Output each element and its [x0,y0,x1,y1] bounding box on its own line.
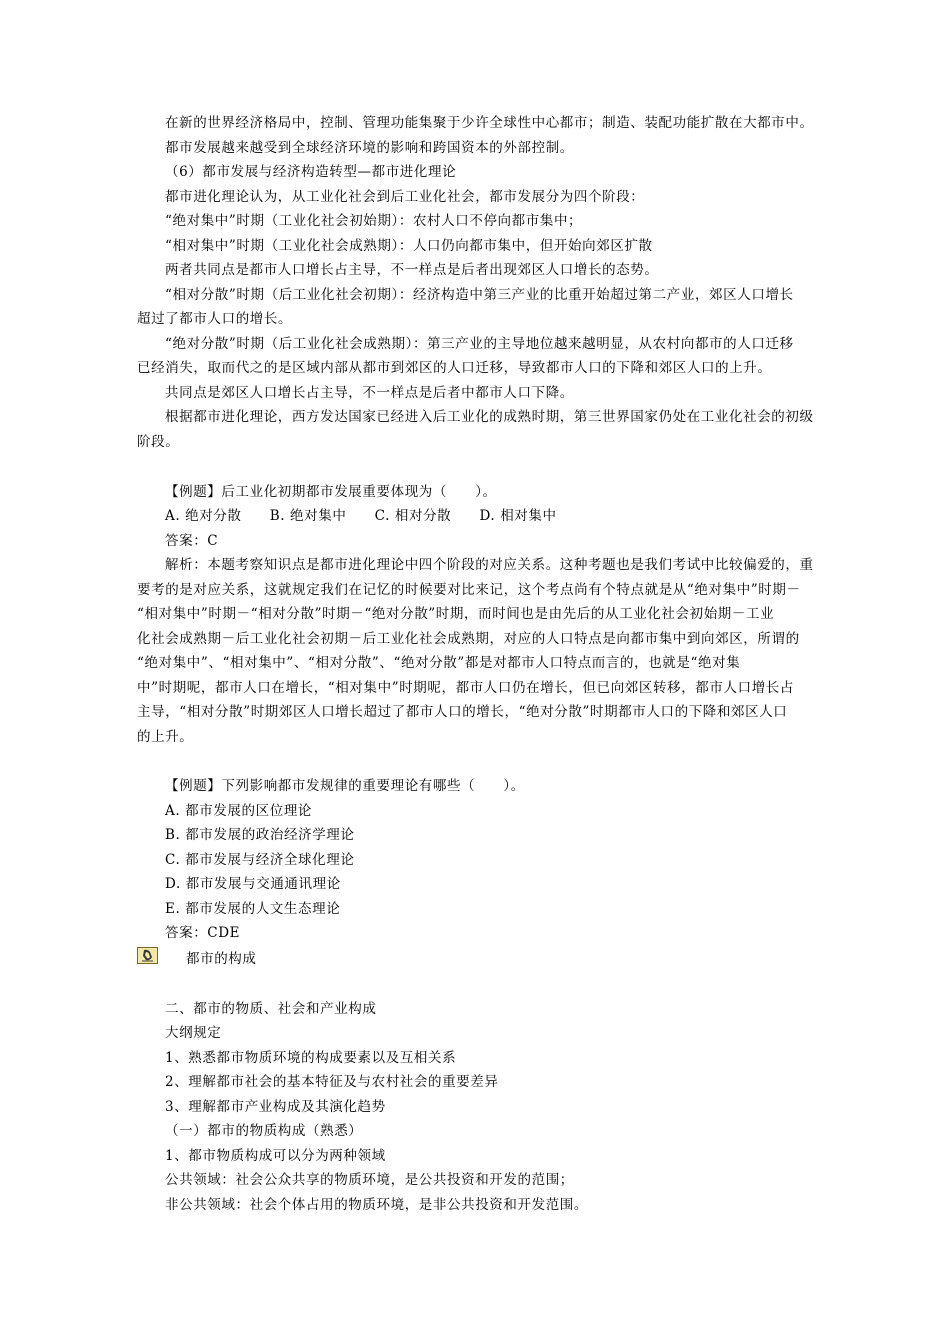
paragraph-line: 根据都市进化理论，西方发达国家已经进入后工业化的成熟时期，第三世界国家仍处在工业化社会的初级 [165,409,814,425]
paragraph-line: 1、都市物质构成可以分为两种领域 [165,1148,386,1164]
analysis-line: 主导，“相对分散”时期郊区人口增长超过了都市人口的增长，“绝对分散”时期都市人口的下降和郊区人口 [137,704,788,720]
paragraph-line: 都市进化理论认为，从工业化社会到后工业化社会，都市发展分为四个阶段： [165,189,645,205]
paragraph-line: “相对集中”时期（工业化社会成熟期）：人口仍向都市集中，但开始向郊区扩散 [165,238,653,254]
example-option: C. 都市发展与经济全球化理论 [165,852,355,868]
outline-title: 大纲规定 [165,1025,222,1041]
paragraph-line: “绝对集中”时期（工业化社会初始期）：农村人口不停向都市集中； [165,213,583,229]
example-option: B. 都市发展的政治经济学理论 [165,827,355,843]
example-option: A. 都市发展的区位理论 [165,803,313,819]
section-heading: （6）都市发展与经济构造转型—都市进化理论 [165,164,457,180]
analysis-line: “相对集中”时期－“相对分散”时期－“绝对分散”时期，而时间也是由先后的从工业化社会初始期－工业 [137,606,775,622]
analysis-line: 要考的是对应关系，这就规定我们在记忆的时候要对比来记，这个考点尚有个特点就是从“绝对集中”时期－ [137,582,801,598]
analysis-line: 解析：本题考察知识点是都市进化理论中四个阶段的对应关系。这种考题也是我们考试中比较偏爱的，重 [165,557,814,573]
paragraph-line: 两者共同点是都市人口增长占主导，不一样点是后者出现郊区人口增长的态势。 [165,262,659,278]
paragraph-line: 都市发展越来越受到全球经济环境的影响和跨国资本的外部控制。 [165,140,574,156]
section-heading: 二、都市的物质、社会和产业构成 [165,1001,377,1017]
example-options: A. 绝对分散 B. 绝对集中 C. 相对分散 D. 相对集中 [165,508,557,524]
analysis-line: 的上升。 [137,729,194,745]
paragraph-line: 公共领域：社会公众共享的物质环境，是公共投资和开发的范围； [165,1172,574,1188]
example-answer: 答案：C [165,533,219,549]
paragraph-line: 非公共领域：社会个体占用的物质环境，是非公共投资和开发范围。 [165,1197,588,1213]
subheading: （一）都市的物质构成（熟悉） [165,1123,363,1139]
section-marker-label: 都市的构成 [186,951,257,967]
analysis-line: “绝对集中”、“相对集中”、“相对分散”、“绝对分散”都是对都市人口特点而言的，也就是“绝对集 [137,655,741,671]
outline-item: 3、理解都市产业构成及其演化趋势 [165,1099,386,1115]
paragraph-line: 共同点是郊区人口增长占主导，不一样点是后者中都市人口下降。 [165,385,574,401]
example-question: 【例题】下列影响都市发规律的重要理论有哪些（ ）。 [165,778,525,794]
paragraph-line: 阶段。 [137,434,180,450]
outline-item: 2、理解都市社会的基本特征及与农村社会的重要差异 [165,1074,499,1090]
paragraph-line: “绝对分散”时期（后工业化社会成熟期）：第三产业的主导地位越来越明显，从农村向都市的人口迁移 [165,336,794,352]
example-question: 【例题】后工业化初期都市发展重要体现为（ ）。 [165,484,497,500]
paragraph-line: “相对分散”时期（后工业化社会初期）：经济构造中第三产业的比重开始超过第二产业，郊区人口增长 [165,287,794,303]
example-option: D. 都市发展与交通通讯理论 [165,876,341,892]
example-option: E. 都市发展的人文生态理论 [165,901,341,917]
paragraph-line: 在新的世界经济格局中，控制、管理功能集聚于少许全球性中心都市；制造、装配功能扩散在大都市中。 [165,115,814,131]
analysis-line: 中”时期呢，都市人口在增长，“相对集中”时期呢，都市人口仍在增长，但已向郊区转移，都市人口增长占 [137,680,795,696]
paragraph-line: 超过了都市人口的增长。 [137,311,293,327]
example-answer: 答案：CDE [165,925,241,941]
analysis-line: 化社会成熟期－后工业化社会初期－后工业化社会成熟期，对应的人口特点是向都市集中到向郊区，所谓的 [137,631,800,647]
note-icon [137,947,158,964]
outline-item: 1、熟悉都市物质环境的构成要素以及互相关系 [165,1050,457,1066]
paragraph-line: 已经消失，取而代之的是区域内部从都市到郊区的人口迁移，导致都市人口的下降和郊区人口的上升。 [137,360,772,376]
